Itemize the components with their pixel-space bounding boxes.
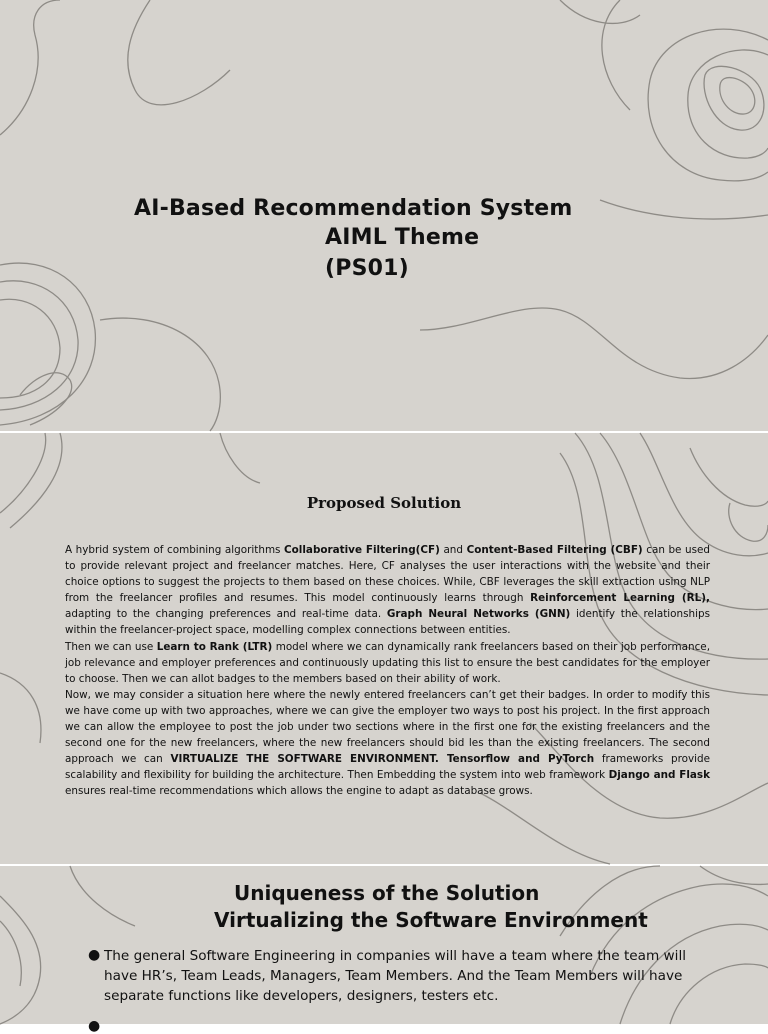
text-run: ensures real-time recommendations which allows the engine to adapt as database grows. — [65, 785, 533, 798]
title-line-3: (PS01) — [325, 256, 409, 281]
heading-line-1: Uniqueness of the Solution — [234, 881, 540, 905]
bold-term: Django and Flask — [608, 769, 710, 782]
bold-term: Collaborative Filtering(CF) — [284, 544, 440, 556]
slide-title — [0, 0, 768, 431]
paragraph-1 — [65, 542, 710, 639]
paragraph-2 — [65, 639, 710, 687]
slide-proposed-solution — [0, 433, 768, 864]
bold-term: Graph Neural Networks (GNN) — [386, 608, 571, 621]
bold-term: Reinforcement Learning (RL), — [530, 592, 711, 605]
bold-term: VIRTUALIZE THE SOFTWARE ENVIRONMENT. Tensorflow and PyTorch — [170, 753, 595, 766]
slide-uniqueness — [0, 866, 768, 1034]
title-line-2: AIML Theme — [325, 225, 480, 250]
text-run: model where we can dynamically rank freelancers based on their job performance, job relevance and employer preferences and continuously updating this list to ensure the best candidates for the employer to choose. Then we can allot badges to the members based on their ability of work. — [65, 640, 710, 685]
body-text — [65, 542, 710, 800]
bold-term: Content-Based Filtering (CBF) — [466, 544, 643, 556]
text-run: can be used to provide relevant project and freelancer matches. Here, CF analyses the user interactions with the website and their choice options to suggest the projects to them based on these choices. While, CBF leverages the skill extraction using NLP from the freelancer profiles and resumes. This model continuously learns through — [65, 544, 711, 605]
bullet-1-text: The general Software Engineering in companies will have a team where the team will have HR’s, Team Leads, Managers, Team Members. And the Team Members will have separate functions like developers, designers, testers etc. — [104, 948, 687, 1004]
heading-line-2: Virtualizing the Software Environment — [214, 908, 648, 932]
text-run: A hybrid system of combining algorithms — [65, 544, 285, 556]
bullet-dot: ● — [88, 947, 101, 963]
text-run: Then we can use — [65, 640, 157, 653]
text-run: and — [439, 544, 467, 556]
section-heading: Proposed Solution — [306, 494, 462, 512]
paragraph-3 — [65, 687, 710, 800]
text-run: identify the relationships within the freelancer-project space, modelling complex connections between entities. — [65, 608, 710, 637]
text-run: frameworks provide scalability and flexibility for building the architecture. Then Embedding the system into web framework — [65, 753, 711, 782]
bold-term: Learn to Rank (LTR) — [156, 640, 273, 653]
title-line-1: AI-Based Recommendation System — [134, 196, 573, 221]
text-run: Now, we may consider a situation here where the newly entered freelancers can’t get their badges. In order to modify this we have come up with two approaches, where we can give the employer two ways to post his project. In the first approach we can allow the employee to post the job under two sections where in the first one for the existing freelancers and the second one for the new freelancers, where the new freelancers should bid les than the existing freelancers. The second approach we can — [65, 688, 710, 766]
text-run: adapting to the changing preferences and real-time data. — [65, 608, 387, 621]
bullet-dot-2: ● — [88, 1018, 101, 1034]
